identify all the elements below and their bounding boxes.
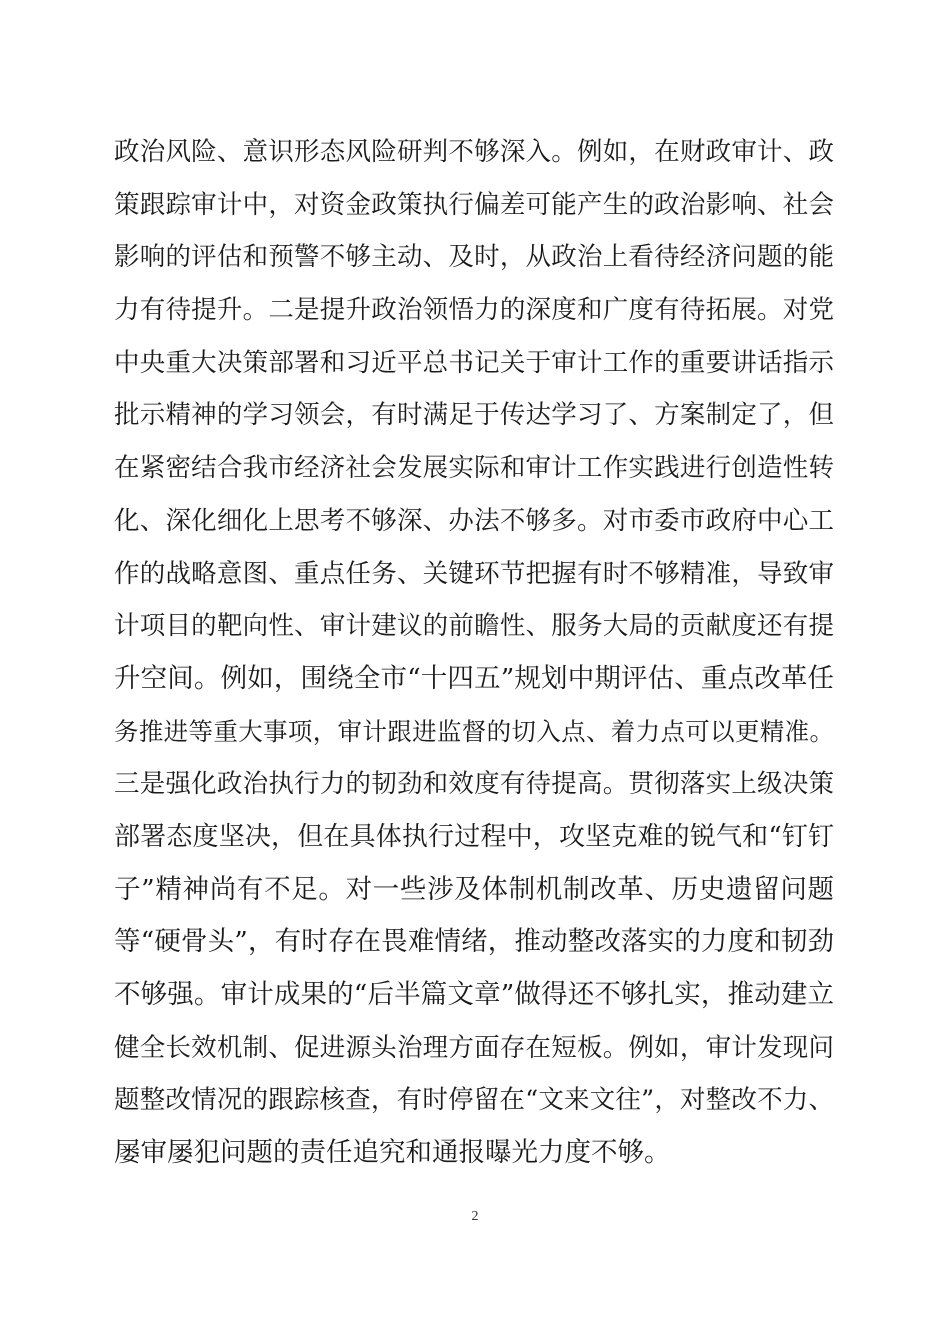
text-line: 健全长效机制、促进源头治理方面存在短板。例如，审计发现问 (114, 1032, 834, 1063)
text-line: 批示精神的学习领会，有时满足于传达学习了、方案制定了，但 (114, 400, 834, 431)
text-line: 屡审屡犯问题的责任追究和通报曝光力度不够。 (114, 1137, 671, 1169)
body-text (114, 126, 834, 1180)
text-line: 中央重大决策部署和习近平总书记关于审计工作的重要讲话指示 (114, 347, 834, 378)
text-line: 升空间。例如，围绕全市“十四五”规划中期评估、重点改革任 (114, 662, 834, 694)
text-line: 不够强。审计成果的“后半篇文章”做得还不够扎实，推动建立 (114, 979, 834, 1010)
page-number: 2 (471, 1209, 479, 1224)
text-line: 务推进等重大事项，审计跟进监督的切入点、着力点可以更精准。 (114, 716, 834, 746)
text-line: 力有待提升。二是提升政治领悟力的深度和广度有待拓展。对党 (114, 295, 834, 326)
text-line: 部署态度坚决，但在具体执行过程中，攻坚克难的锐气和“钉钉 (114, 821, 834, 852)
text-line: 政治风险、意识形态风险研判不够深入。例如，在财政审计、政 (114, 137, 834, 167)
text-line: 等“硬骨头”，有时存在畏难情绪，推动整改落实的力度和韧劲 (114, 926, 834, 958)
text-line: 三是强化政治执行力的韧劲和效度有待提高。贯彻落实上级决策 (114, 769, 834, 800)
text-line: 在紧密结合我市经济社会发展实际和审计工作实践进行创造性转 (114, 453, 834, 484)
text-line: 作的战略意图、重点任务、关键环节把握有时不够精准，导致审 (114, 558, 834, 589)
text-line: 策跟踪审计中，对资金政策执行偏差可能产生的政治影响、社会 (114, 189, 834, 220)
text-line: 子”精神尚有不足。对一些涉及体制机制改革、历史遗留问题 (114, 873, 834, 905)
text-line: 影响的评估和预警不够主动、及时，从政治上看待经济问题的能 (114, 242, 834, 273)
text-line: 题整改情况的跟踪核查，有时停留在“文来文往”，对整改不力、 (114, 1085, 834, 1116)
text-line: 化、深化细化上思考不够深、办法不够多。对市委市政府中心工 (114, 505, 834, 536)
text-line: 计项目的靶向性、审计建议的前瞻性、服务大局的贡献度还有提 (114, 611, 834, 642)
